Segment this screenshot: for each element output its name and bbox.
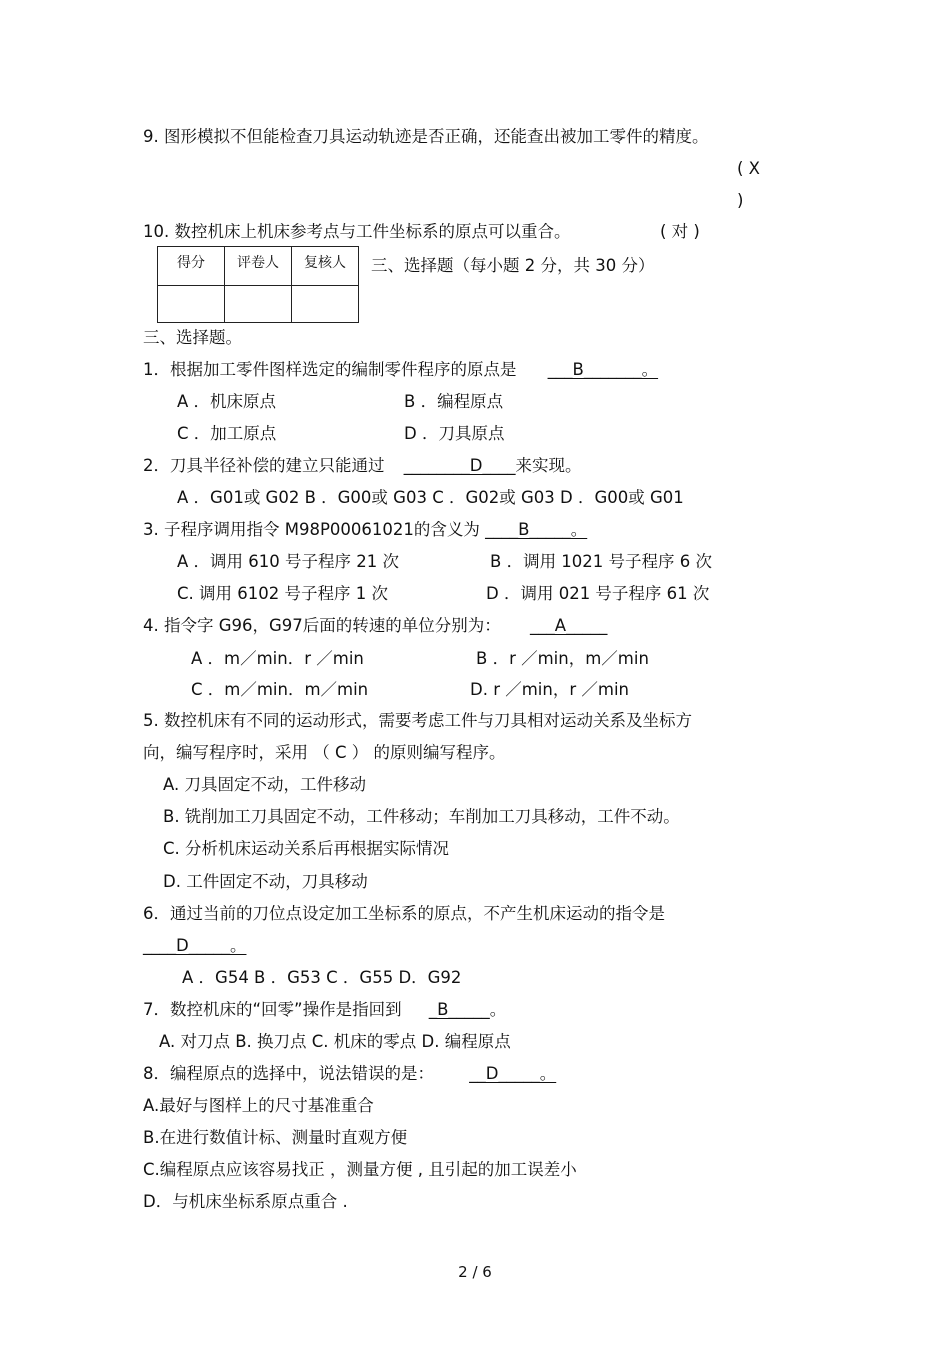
option-5b: B. 铣削加工刀具固定不动，工件移动；车削加工刀具移动，工件不动。 [163, 807, 680, 826]
grader-cell[interactable] [225, 286, 292, 323]
option-4b: B ．r ／min，m／min [476, 649, 649, 668]
score-header: 得分 [158, 247, 225, 286]
score-cell[interactable] [158, 286, 225, 323]
question-4-stem: 4. 指令字 G96，G97后面的转速的单位分别为： [143, 616, 501, 635]
option-1d: D ．刀具原点 [404, 424, 505, 443]
option-3c: C. 调用 6102 号子程序 1 次 [177, 584, 388, 603]
question-1-stem: 1．根据加工零件图样选定的编制零件程序的原点是 [143, 360, 517, 379]
option-8d: D．与机床坐标系原点重合 . [143, 1192, 348, 1211]
question-7-stem: 7．数控机床的“回零”操作是指回到 [143, 1000, 402, 1019]
answer-10: ( 对 ) [660, 222, 700, 241]
option-4c: C ．m／min．m／min [191, 680, 369, 699]
question-3 [143, 519, 587, 541]
question-6-blank: ____D_____。 [143, 936, 247, 955]
question-4 [143, 615, 607, 637]
option-8c: C.编程原点应该容易找正 ，测量方便 , 且引起的加工误差小 [143, 1160, 577, 1179]
question-10: 10. 数控机床上机床参考点与工件坐标系的原点可以重合。 [143, 222, 571, 241]
option-2: A ．G01或 G02 B ．G00或 G03 C ．G02或 G03 D ．G00或 G01 [177, 488, 684, 507]
reviewer-header: 复核人 [292, 247, 359, 286]
question-2-stem-end: 来实现。 [515, 456, 582, 475]
option-8b: B.在进行数值计标、测量时直观方便 [143, 1128, 408, 1147]
question-1 [143, 359, 658, 381]
question-2 [143, 455, 581, 477]
option-5c: C. 分析机床运动关系后再根据实际情况 [163, 839, 450, 858]
question-7-stem-end: 。 [489, 1000, 507, 1019]
question-2-blank: ________D____ [403, 456, 516, 475]
question-7-blank: _B_____ [428, 1000, 490, 1019]
question-3-stem: 3. 子程序调用指令 M98P00061021的含义为 [143, 520, 480, 539]
reviewer-cell[interactable] [292, 286, 359, 323]
option-3d: D ．调用 021 号子程序 61 次 [486, 584, 710, 603]
answer-9-open: ( X [737, 159, 760, 178]
option-1c: C ．加工原点 [177, 424, 277, 443]
question-4-blank: ___A_____ [530, 616, 608, 635]
section-title: 三、选择题。 [143, 328, 242, 347]
option-8a: A.最好与图样上的尺寸基准重合 [143, 1096, 374, 1115]
section-heading: 三、选择题（每小题 2 分，共 30 分） [371, 256, 655, 275]
page-number: 2 / 6 [458, 1263, 492, 1281]
grader-header: 评卷人 [225, 247, 292, 286]
question-8-stem: 8．编程原点的选择中，说法错误的是： [143, 1064, 434, 1083]
question-1-blank: ___B_______。 [547, 360, 659, 379]
option-7: A. 对刀点 B. 换刀点 C. 机床的零点 D. 编程原点 [159, 1032, 511, 1051]
question-8-blank: __D_____。 [469, 1064, 557, 1083]
question-5: 5. 数控机床有不同的运动形式，需要考虑工件与刀具相对运动关系及坐标方 [143, 711, 692, 730]
option-3a: A ．调用 610 号子程序 21 次 [177, 552, 400, 571]
question-2-stem: 2．刀具半径补偿的建立只能通过 [143, 456, 385, 475]
option-6: A ．G54 B ．G53 C ．G55 D．G92 [182, 968, 462, 987]
score-table [157, 246, 359, 323]
question-5-cont: 向，编写程序时，采用 （ C ） 的原则编写程序。 [143, 743, 506, 762]
option-5d: D. 工件固定不动，刀具移动 [163, 872, 368, 891]
option-1b: B ．编程原点 [404, 392, 504, 411]
question-6: 6．通过当前的刀位点设定加工坐标系的原点，不产生机床运动的指令是 [143, 904, 665, 923]
question-7 [143, 999, 506, 1021]
option-4a: A ．m／min．r ／min [191, 649, 364, 668]
option-4d: D. r ／min，r ／min [470, 680, 629, 699]
question-8 [143, 1063, 556, 1085]
option-1a: A ．机床原点 [177, 392, 277, 411]
option-5a: A. 刀具固定不动，工件移动 [163, 775, 366, 794]
question-3-blank: ____B_____。 [485, 520, 588, 539]
question-9: 9. 图形模拟不但能检查刀具运动轨迹是否正确，还能查出被加工零件的精度。 [143, 127, 709, 146]
answer-9-close: ) [737, 191, 744, 210]
option-3b: B ．调用 1021 号子程序 6 次 [490, 552, 713, 571]
